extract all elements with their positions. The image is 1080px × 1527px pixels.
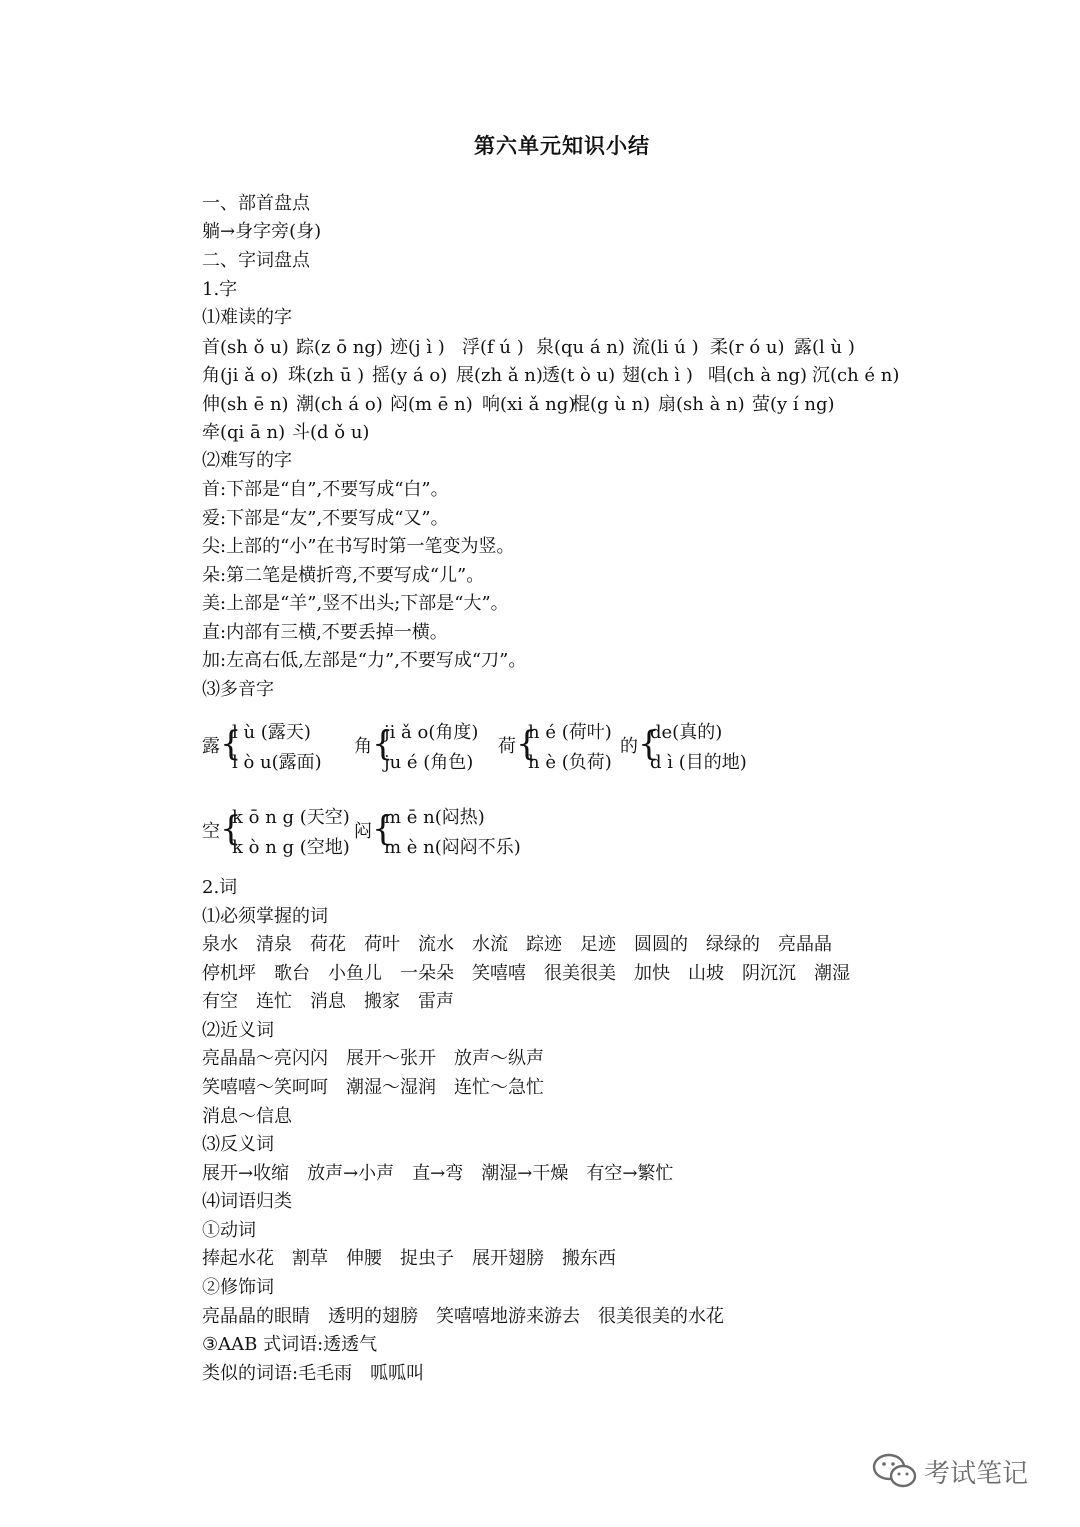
pinyin-item: 角(ji ǎ o) <box>202 365 279 386</box>
write-rule: 加:左高右低,左部是“力”,不要写成“刀”。 <box>202 650 527 671</box>
polyphone-reading: m ē n(闷热) <box>384 807 485 828</box>
brace-icon: { <box>372 724 394 764</box>
pinyin-item: 踪(z ō ng) <box>296 337 383 358</box>
synonym-heading: ⑵近义词 <box>202 1020 274 1041</box>
write-rule: 爱:下部是“友”,不要写成“又”。 <box>202 508 449 529</box>
write-rule: 美:上部是“羊”,竖不出头;下部是“大”。 <box>202 593 509 614</box>
word-row: 停机坪 歌台 小鱼儿 一朵朵 笑嘻嘻 很美很美 加快 山坡 阴沉沉 潮湿 <box>202 963 850 984</box>
pinyin-item: 露(l ù ) <box>794 337 855 358</box>
word-row: 泉水 清泉 荷花 荷叶 流水 水流 踪迹 足迹 圆圆的 绿绿的 亮晶晶 <box>202 934 832 955</box>
synonym-row: 亮晶晶～亮闪闪 展开～张开 放声～纵声 <box>202 1048 544 1069</box>
wechat-icon <box>872 1452 918 1490</box>
radical-line: 躺→身字旁(身) <box>202 221 322 242</box>
pinyin-item: 扇(sh à n) <box>658 394 745 415</box>
antonym-heading: ⑶反义词 <box>202 1134 274 1155</box>
similar-words-row: 类似的词语:毛毛雨 呱呱叫 <box>202 1363 425 1384</box>
brace-icon: { <box>638 724 660 764</box>
pinyin-item: 沉(ch é n) <box>812 365 900 386</box>
pinyin-item: 潮(ch á o) <box>296 394 383 415</box>
classification-heading: ⑷词语归类 <box>202 1191 292 1212</box>
pinyin-item: 响(xi ǎ ng) <box>482 394 576 415</box>
polyphone-reading: ju é (角色) <box>384 752 474 773</box>
hard-write-heading: ⑵难写的字 <box>202 450 292 471</box>
pinyin-item: 翅(ch ì ) <box>622 365 693 386</box>
polyphone-char: 露 <box>202 736 220 757</box>
verb-heading: ①动词 <box>202 1220 256 1241</box>
modifier-heading: ②修饰词 <box>202 1277 274 1298</box>
pinyin-item: 斗(d ǒ u) <box>292 422 370 443</box>
polyphone-reading: d ì (目的地) <box>650 752 747 773</box>
aab-heading: ③AAB 式词语:透透气 <box>202 1334 378 1355</box>
polyphone-reading: m è n(闷闷不乐) <box>384 837 521 858</box>
write-rule: 首:下部是“自”,不要写成“白”。 <box>202 479 449 500</box>
pinyin-item: 浮(f ú ) <box>462 337 524 358</box>
pinyin-item: 柔(r ó u) <box>710 337 785 358</box>
pinyin-item: 牵(qi ā n) <box>202 422 286 443</box>
pinyin-item: 棍(g ù n) <box>572 394 651 415</box>
section-heading-radicals: 一、部首盘点 <box>202 193 310 214</box>
pinyin-item: 摇(y á o) <box>372 365 448 386</box>
verb-row: 捧起水花 割草 伸腰 捉虫子 展开翅膀 搬东西 <box>202 1248 616 1269</box>
polyphone-heading: ⑶多音字 <box>202 679 274 700</box>
polyphone-reading: ji ǎ o(角度) <box>384 722 479 743</box>
polyphone-char: 闷 <box>354 821 372 842</box>
brace-icon: { <box>220 724 242 764</box>
pinyin-item: 透(t ò u) <box>542 365 616 386</box>
subsection-characters: 1.字 <box>202 279 238 300</box>
polyphone-reading: k ò n g (空地) <box>232 837 350 858</box>
polyphone-reading: l ò u(露面) <box>232 752 322 773</box>
polyphone-char: 荷 <box>498 736 516 757</box>
pinyin-item: 首(sh ǒ u) <box>202 337 289 358</box>
write-rule: 尖:上部的“小”在书写时第一笔变为竖。 <box>202 536 515 557</box>
page-title: 第六单元知识小结 <box>474 133 650 158</box>
pinyin-item: 唱(ch à ng) <box>708 365 808 386</box>
polyphone-reading: l ù (露天) <box>232 722 311 743</box>
polyphone-reading: de(真的) <box>650 722 723 743</box>
antonym-row: 展开→收缩 放声→小声 直→弯 潮湿→干燥 有空→繁忙 <box>202 1163 674 1184</box>
pinyin-item: 萤(y í ng) <box>752 394 835 415</box>
polyphone-char: 空 <box>202 821 220 842</box>
brace-icon: { <box>372 809 394 849</box>
polyphone-reading: h è (负荷) <box>528 752 612 773</box>
brace-icon: { <box>220 809 242 849</box>
pinyin-item: 流(li ú ) <box>632 337 699 358</box>
pinyin-item: 展(zh ǎ n) <box>456 365 543 386</box>
watermark-text: 考试笔记 <box>924 1458 1029 1489</box>
pinyin-item: 闷(m ē n) <box>390 394 473 415</box>
synonym-row: 笑嘻嘻～笑呵呵 潮湿～湿润 连忙～急忙 <box>202 1077 544 1098</box>
write-rule: 直:内部有三横,不要丢掉一横。 <box>202 622 448 643</box>
polyphone-reading: h é (荷叶) <box>528 722 612 743</box>
polyphone-char: 的 <box>620 736 638 757</box>
brace-icon: { <box>516 724 538 764</box>
polyphone-reading: k ō n g (天空) <box>232 807 350 828</box>
word-row: 有空 连忙 消息 搬家 雷声 <box>202 991 454 1012</box>
pinyin-item: 泉(qu á n) <box>536 337 625 358</box>
watermark <box>872 1452 1028 1490</box>
synonym-row: 消息～信息 <box>202 1106 292 1127</box>
section-heading-words: 二、字词盘点 <box>202 250 310 271</box>
subsection-words: 2.词 <box>202 877 238 898</box>
hard-read-heading: ⑴难读的字 <box>202 307 292 328</box>
write-rule: 朵:第二笔是横折弯,不要写成“儿”。 <box>202 565 485 586</box>
modifier-row: 亮晶晶的眼睛 透明的翅膀 笑嘻嘻地游来游去 很美很美的水花 <box>202 1306 724 1327</box>
pinyin-item: 迹(j ì ) <box>390 337 445 358</box>
pinyin-item: 伸(sh ē n) <box>202 394 289 415</box>
polyphone-char: 角 <box>354 736 372 757</box>
pinyin-item: 珠(zh ū ) <box>288 365 365 386</box>
must-words-heading: ⑴必须掌握的词 <box>202 906 328 927</box>
